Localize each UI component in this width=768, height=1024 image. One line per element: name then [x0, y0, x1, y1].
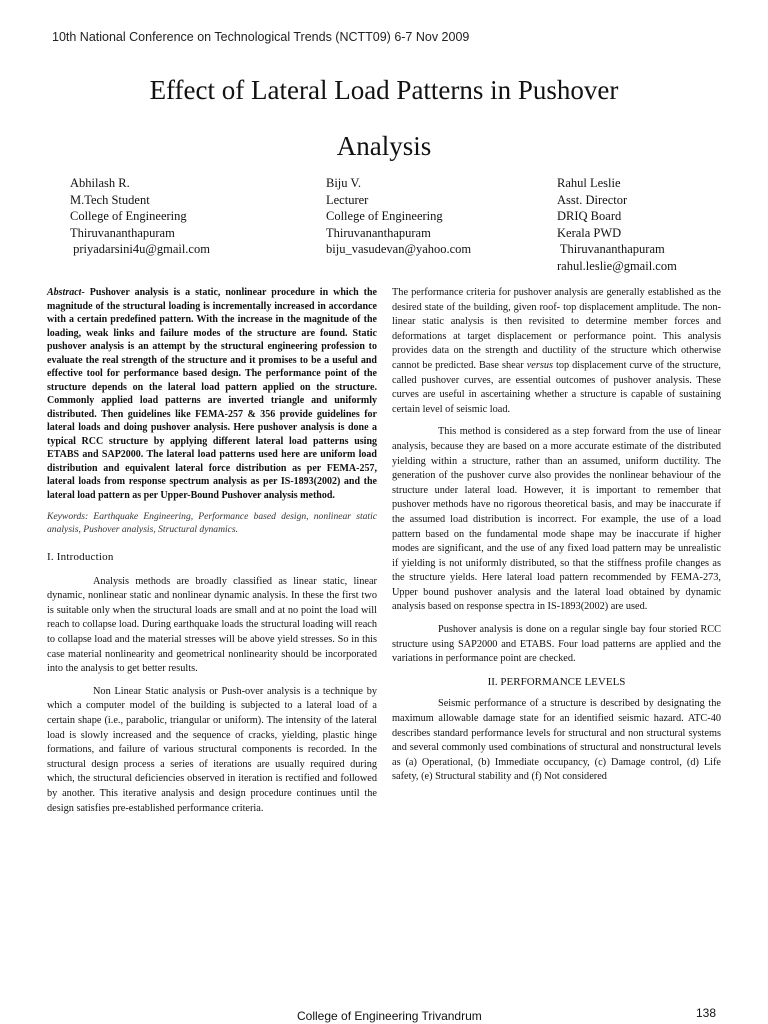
right-paragraph-3: Pushover analysis is done on a regular single bay four storied RCC structure using SAP2000 and ETABS. Four load patterns are applied and the variations in performance point are checked. — [392, 624, 721, 665]
right-paragraph-1 — [392, 286, 721, 417]
keywords: Keywords: Earthquake Engineering, Performance based design, nonlinear static analysis, Pushover analysis, Structural dynamics. — [47, 511, 377, 535]
author-2 — [326, 175, 471, 258]
text-run: top displacement curve of the structure, called pushover curves, are essential outcomes of pushover analysis. These curves are useful in ascertaining whether a structure is capable of sustaining certain level of seismic load. — [392, 359, 721, 415]
author-city-2: Thiruvananthapuram — [557, 242, 665, 256]
author-email: priyadarsini4u@gmail.com — [70, 242, 210, 256]
author-3 — [557, 175, 677, 274]
author-city: Thiruvananthapuram — [326, 225, 431, 240]
author-email: biju_vasudevan@yahoo.com — [326, 242, 472, 256]
conference-header: 10th National Conference on Technological Trends (NCTT09) 6-7 Nov 2009 — [52, 30, 470, 44]
paper-title — [40, 62, 728, 174]
italic-run: versus — [526, 359, 553, 371]
title-line-2: Analysis — [336, 131, 432, 161]
text-run: The performance criteria for pushover analysis are generally established as the desired state of the building, given roof- top displacement amplitude. The non-linear static analysis is then revisited to determine member forces and deformations at target displacement or performance point. This analysis provides data on the strength and ductility of the structure which otherwise cannot be predicted. Base shear — [392, 287, 721, 371]
author-name: Rahul Leslie — [557, 176, 621, 190]
right-paragraph-2: This method is considered as a step forward from the use of linear analysis, because they are based on a more accurate estimate of the distributed yielding within a structure, rather than an assumed, uniform ductility. The generation of the pushover curve also provides the nonlinear behaviour of the structure under lateral load. However, it is important to remember that pushover methods have no rigorous theoretical basis, and may be inaccurate if the assumed load distribution is incorrect. For example, the use of a load pattern based on the fundamental mode shape may be inaccurate if higher modes are significant, and the use of any fixed load pattern may be unrealistic if yielding is not uniformly distributed, so that the stiffness profile changes as the structure yields. Here lateral load pattern recommended by FEMA-273, Upper bound pushover analysis and the lateral load obtained by dynamic analysis based on response spectra in IS-1893(2002) are used. — [392, 426, 721, 613]
author-1 — [70, 175, 210, 258]
author-city: Thiruvananthapuram — [70, 225, 175, 240]
author-name: Abhilash R. — [70, 176, 130, 190]
author-name: Biju V. — [326, 176, 361, 190]
section-heading-introduction: I. Introduction — [47, 551, 114, 563]
author-email: rahul.leslie@gmail.com — [557, 258, 677, 273]
intro-paragraph-2: Non Linear Static analysis or Push-over analysis is a technique by which a computer model of the building is subjected to a lateral load of a certain shape (i.e., parabolic, triangular or uniform). The intensity of the lateral load is slowly increased and the sequence of cracks, yielding, plastic hinge formations, and failure of various structural components is recorded. In the structural design process a series of iterations are usually required during which, the structural deficiencies observed in iteration is rectified and followed by another. This iterative analysis and design procedure continues until the design satisfies pre-established performance criteria. — [47, 685, 377, 814]
footer-institution: College of Engineering Trivandrum — [297, 1009, 482, 1023]
author-role: Asst. Director — [557, 192, 628, 207]
section-heading-performance-levels: II. PERFORMANCE LEVELS — [487, 675, 626, 688]
author-org: College of Engineering — [70, 209, 187, 223]
abstract-text: Pushover analysis is a static, nonlinear procedure in which the magnitude of the structural loading is incrementally increased in accordance with a certain predefined pattern. With the increase in the magnitude of the loading, weak links and failure modes of the structure are found. Static pushover analysis is an attempt by the structural engineering profession to evaluate the real strength of the structure and it promises to be a useful and effective tool for performance based design. The performance point of the structure depends on the lateral load pattern applied on the structure. Commonly applied load patterns are inverted triangle and uniformly distributed. Then guidelines like FEMA-257 & 356 provide guidelines for lateral loads and doing pushover analysis. Here pushover analysis is done a typical RCC structure by applying different lateral load patterns using ETABS and SAP2000. The lateral load patterns used here are uniform load distribution and equivalent lateral force distribution as per FEMA-257, lateral loads from response spectrum analysis as per IS-1893(2002) and the lateral load pattern as per Upper-Bound Pushover analysis method. — [47, 287, 377, 501]
intro-paragraph-1: Analysis methods are broadly classified as linear static, linear dynamic, nonlinear static and nonlinear dynamic analysis. In these the first two is suitable only when the structural loads are small and at no point the load will reach to collapse load. During earthquake loads the structural loading will reach to collapse load and the material stresses will be above yield stresses. So in this case material nonlinearity and geometrical nonlinearity should be incorporated into the analysis to get better results. — [47, 575, 377, 675]
author-org: DRIQ Board — [557, 209, 622, 223]
abstract-label: Abstract- — [47, 287, 85, 298]
left-column — [47, 286, 377, 824]
page-number: 138 — [696, 1006, 717, 1020]
abstract — [47, 286, 377, 502]
title-line-1: Effect of Lateral Load Patterns in Pushover — [149, 75, 619, 105]
author-city: Kerala PWD — [557, 225, 622, 240]
right-paragraph-4: Seismic performance of a structure is described by designating the maximum allowable damage state for an identified seismic hazard. ATC-40 describes standard performance levels for structural and non structural systems and several commonly used combinations of structural and nonstructural levels as (a) Operational, (b) Immediate occupancy, (c) Damage control, (d) Life safety, (e) Structural stability and (f) Not considered — [392, 698, 721, 783]
author-role: Lecturer — [326, 192, 369, 207]
author-org: College of Engineering — [326, 209, 443, 223]
author-role: M.Tech Student — [70, 192, 150, 207]
right-column — [392, 286, 721, 793]
